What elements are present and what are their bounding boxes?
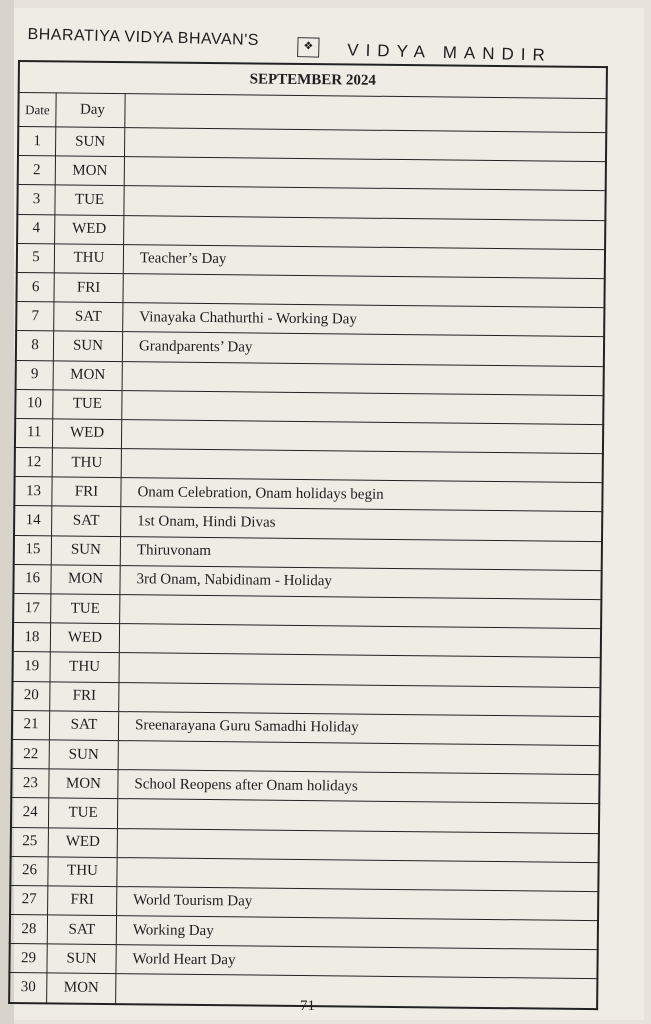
- column-header-day: Day: [56, 93, 125, 128]
- day-cell: MON: [49, 769, 118, 799]
- date-cell: 26: [10, 856, 48, 886]
- event-cell: Working Day: [116, 916, 598, 950]
- calendar-table-wrap: [8, 60, 608, 1016]
- day-cell: WED: [52, 419, 121, 449]
- date-cell: 9: [16, 360, 54, 390]
- event-cell: 3rd Onam, Nabidinam - Holiday: [120, 565, 602, 599]
- date-cell: 3: [17, 185, 55, 215]
- day-cell: SUN: [47, 944, 116, 974]
- day-cell: SUN: [49, 740, 118, 770]
- date-cell: 28: [10, 915, 48, 945]
- day-cell: WED: [48, 827, 117, 857]
- event-cell: World Tourism Day: [117, 886, 599, 920]
- day-cell: SAT: [47, 915, 116, 945]
- date-cell: 19: [12, 652, 50, 682]
- calendar-body: [9, 127, 606, 1009]
- date-cell: 23: [11, 769, 49, 799]
- event-cell: School Reopens after Onam holidays: [118, 770, 600, 804]
- day-cell: FRI: [48, 886, 117, 916]
- date-cell: 11: [15, 418, 53, 448]
- page-number: 71: [300, 998, 315, 1014]
- date-cell: 4: [17, 214, 55, 244]
- date-cell: 16: [13, 564, 51, 594]
- emblem-icon: ❖: [297, 37, 320, 58]
- school-name-left: BHARATIYA VIDYA BHAVAN'S: [27, 25, 260, 50]
- school-name-right: VIDYA MANDIR: [347, 40, 553, 65]
- day-cell: SAT: [49, 711, 118, 741]
- day-cell: THU: [50, 652, 119, 682]
- day-cell: TUE: [51, 594, 120, 624]
- date-cell: 8: [16, 331, 54, 361]
- date-cell: 7: [16, 302, 54, 332]
- day-cell: SUN: [53, 331, 122, 361]
- day-cell: SUN: [51, 536, 120, 566]
- date-cell: 12: [15, 448, 53, 478]
- event-cell: Vinayaka Chathurthi - Working Day: [123, 303, 605, 337]
- day-cell: WED: [55, 214, 124, 244]
- date-cell: 27: [10, 885, 48, 915]
- date-cell: 24: [11, 798, 49, 828]
- date-cell: 30: [9, 973, 47, 1003]
- day-cell: FRI: [52, 477, 121, 507]
- date-cell: 14: [14, 506, 52, 536]
- day-cell: MON: [51, 565, 120, 595]
- event-cell: Grandparents’ Day: [122, 332, 604, 366]
- date-cell: 2: [18, 156, 56, 186]
- day-cell: FRI: [54, 273, 123, 303]
- date-cell: 22: [12, 739, 50, 769]
- column-header-date: Date: [18, 93, 56, 127]
- event-cell: Sreenarayana Guru Samadhi Holiday: [118, 711, 600, 745]
- day-cell: TUE: [53, 390, 122, 420]
- date-cell: 6: [16, 272, 54, 302]
- event-cell: World Heart Day: [116, 945, 598, 979]
- day-cell: WED: [50, 623, 119, 653]
- day-cell: SUN: [55, 127, 124, 157]
- date-cell: 17: [13, 593, 51, 623]
- day-cell: SAT: [52, 506, 121, 536]
- date-cell: 29: [9, 944, 47, 974]
- date-cell: 10: [15, 389, 53, 419]
- date-cell: 25: [11, 827, 49, 857]
- event-cell: 1st Onam, Hindi Divas: [121, 507, 603, 541]
- day-cell: MON: [47, 973, 116, 1003]
- date-cell: 1: [18, 127, 56, 157]
- event-cell: Onam Celebration, Onam holidays begin: [121, 478, 603, 512]
- day-cell: THU: [52, 448, 121, 478]
- date-cell: 18: [13, 623, 51, 653]
- calendar-table: [8, 60, 608, 1010]
- date-cell: 15: [14, 535, 52, 565]
- event-cell: [116, 974, 598, 1009]
- column-header-event: [125, 94, 607, 133]
- date-cell: 21: [12, 710, 50, 740]
- day-cell: MON: [55, 156, 124, 186]
- day-cell: TUE: [55, 185, 124, 215]
- date-cell: 20: [12, 681, 50, 711]
- day-cell: SAT: [54, 302, 123, 332]
- date-cell: 13: [14, 477, 52, 507]
- day-cell: THU: [48, 857, 117, 887]
- day-cell: THU: [54, 244, 123, 274]
- date-cell: 5: [17, 243, 55, 273]
- month-title: SEPTEMBER 2024: [19, 61, 607, 99]
- day-cell: FRI: [50, 681, 119, 711]
- event-cell: Thiruvonam: [120, 536, 602, 570]
- event-cell: Teacher’s Day: [123, 244, 605, 278]
- day-cell: MON: [53, 360, 122, 390]
- day-cell: TUE: [48, 798, 117, 828]
